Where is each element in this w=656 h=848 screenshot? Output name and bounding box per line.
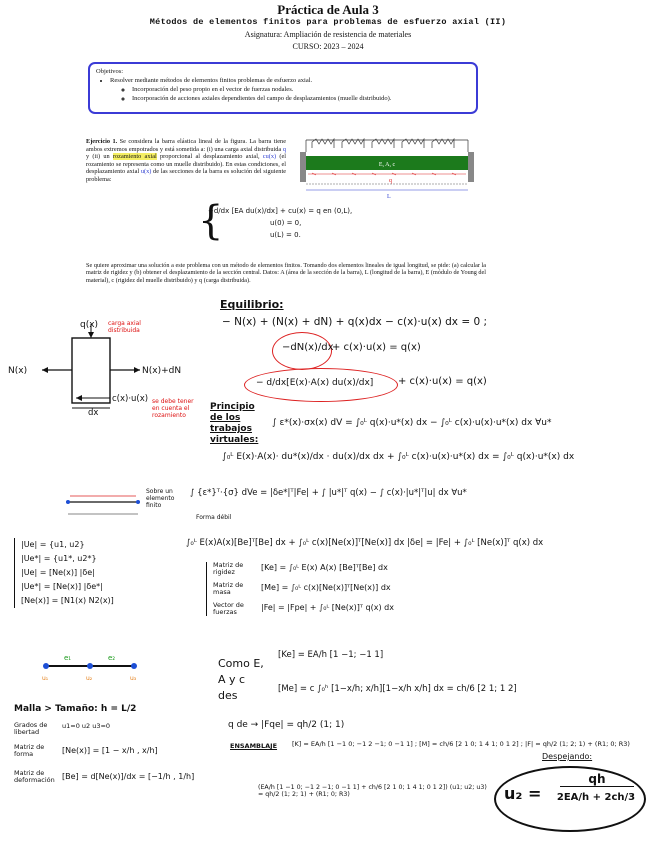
vector-definitions: |Ue| = {u1, u2} |Ue*| = {u1*, u2*} |Ue| = [Ne(x)] |δe| |Ue*| = [Ne(x)] |δe*| [Ne(x)] = [N1(x) N2(x)] <box>14 538 114 608</box>
eq2-rest: + c(x)·u(x) = q(x) <box>332 342 421 353</box>
cux-label: c(x)·u(x) <box>112 394 149 404</box>
subject-line: Asignatura: Ampliación de resistencia de materiales <box>244 30 412 39</box>
deformacion-matrix: [Be] = d[Ne(x)]/dx = [−1/h , 1/h] <box>62 772 195 781</box>
annotation-distributed-load: carga axial distribuida <box>108 320 141 334</box>
mesh-sketch <box>36 650 146 686</box>
length-label: L <box>387 194 391 200</box>
como-label: Como E, A y c des <box>218 657 264 702</box>
ptv-equation: ∫ ε*(x)·σx(x) dV = ∫₀ᴸ q(x)·u*(x) dx − ∫₀ᴸ c(x)·u(x)·u*(x) dx ∀u* <box>272 418 552 428</box>
n-right-label: N(x)+dN <box>142 366 182 376</box>
ensamblaje-matrices: [K] = EA/h [1 −1 0; −1 2 −1; 0 −1 1] ; [M] = ch/6 [2 1 0; 1 4 1; 0 1 2] ; |F| = qh/2 (1; 2; 1) + (R1; 0; R3) <box>292 740 630 748</box>
svg-text:u₁: u₁ <box>42 675 49 682</box>
element-sketch <box>60 488 150 522</box>
fqe-vector: q de → |Fqe| = qh/2 (1; 1) <box>228 720 345 730</box>
objective-sub-1: ◦ Incorporación del peso propio en el vector de fuerzas nodales. <box>132 85 470 94</box>
bar-label: E, A, c <box>378 162 396 168</box>
objectives-box <box>88 62 478 114</box>
ke-matrix: [Ke] = EA/h [1 −1; −1 1] <box>278 650 384 660</box>
dx-label: dx <box>88 408 99 418</box>
eq3-derivative: − d/dx[E(x)·A(x) du(x)/dx] <box>256 378 374 388</box>
annotation-friction: se debe tener en cuenta el rozamiento <box>152 398 194 419</box>
forma-matrix: [Ne(x)] = [1 − x/h , x/h] <box>62 746 158 755</box>
forma-debil-label: Forma débil <box>196 514 232 521</box>
despejando-label: Despejando: <box>542 752 593 761</box>
exercise-statement: Ejercicio 1. Se considera la barra elástica lineal de la figura. La barra tiene ambos extremos empotrados y está sometida a: (i) una carga axial distribuida q y (ii) un rozamiento axial proporcional al desplazamiento axial, cu(x) (el rozamiento se representa como un muelle distribuido). En estas condiciones, el desplazamiento axial u(x) de las secciones de la barra es solución del siguiente problema: <box>86 138 286 183</box>
result-denominator: 2EA/h + 2ch/3 <box>556 792 636 803</box>
ptv-heading: Principio de los trabajos virtuales: <box>210 402 259 445</box>
exercise-label: Ejercicio 1. <box>86 138 118 145</box>
equation-line-3: u(L) = 0. <box>270 231 301 239</box>
me-matrix: [Me] = c ∫₀ʰ [1−x/h; x/h][1−x/h x/h] dx = ch/6 [2 1; 1 2] <box>278 684 517 694</box>
svg-text:e₁: e₁ <box>64 654 72 662</box>
weak-form-equation: ∫₀ᴸ E(x)·A(x)· du*(x)/dx · du(x)/dx dx + ∫₀ᴸ c(x)·u(x)·u*(x) dx = ∫₀ᴸ q(x)·u*(x) dx <box>222 452 575 462</box>
n-left-label: N(x) <box>8 366 28 376</box>
page-title: Práctica de Aula 3 <box>277 2 379 17</box>
free-body-diagram <box>12 318 142 426</box>
objective-main: • Resolver mediante métodos de elementos finitos problemas de esfuerzo axial. ◦ Incorporación del peso propio en el vector de fuerzas nodales. ◦ Incorporación de acciones axiales dependientes del campo de desplazamientos (muelle distribuido). <box>110 76 470 103</box>
equation-line-1: −d/dx [EA du(x)/dx] + cu(x) = q en (0,L), <box>208 207 353 215</box>
page-subtitle: Métodos de elementos finitos para problemas de esfuerzo axial (II) <box>149 17 507 27</box>
final-system: (EA/h [1 −1 0; −1 2 −1; 0 −1 1] + ch/6 [2 1 0; 1 4 1; 0 1 2]) (u1; u2; u3) = qh/2 (1; 2; 1) + (R1; 0; R3) <box>258 784 487 798</box>
equilibrium-equation: − N(x) + (N(x) + dN) + q(x)dx − c(x)·u(x) dx = 0 ; <box>222 316 488 328</box>
eq2-dN: −dN(x)/dx <box>282 342 334 353</box>
svg-text:u₃: u₃ <box>130 675 137 682</box>
equilibrio-heading: Equilibrio: <box>220 298 284 311</box>
deformacion-label: Matriz de deformación <box>14 769 55 784</box>
eq3-rest: + c(x)·u(x) = q(x) <box>398 376 487 387</box>
matrix-definitions: Matriz de rigidez [Ke] = ∫₀ᴸ E(x) A(x) [Be]ᵀ[Be] dx Matriz de masa [Me] = ∫₀ᴸ c(x)[Ne(x)]ᵀ[Ne(x)] dx Vector de fuerzas |Fe| = |Fpe| + ∫₀ᴸ [Ne(x)]ᵀ q(x) dx <box>206 562 394 616</box>
objectives-heading: Objetivos: <box>96 68 124 75</box>
weak-form-element: ∫ {ε*}ᵀ·{σ} dVe = |δe*|ᵀ|Fe| + ∫ |u*|ᵀ q(x) − ∫ c(x)·|u*|ᵀ|u| dx ∀u* <box>190 488 467 498</box>
malla-line: Malla > Tamaño: h = L/2 <box>14 704 137 714</box>
sobre-elemento-label: Sobre un elemento finito <box>146 488 175 509</box>
bar-figure <box>292 138 492 213</box>
svg-text:u₂: u₂ <box>86 675 93 682</box>
result-numerator: qh <box>560 772 634 787</box>
problem-statement: Se quiere aproximar una solución a este problema con un método de elementos finitos. Tomando dos elementos lineales de igual longitud, se pide: (a) calcular la matriz de rigidez y (b) obtener el desplazamiento de la sección central. Datos: A (área de la sección de la barra), L (longitud de la barra), E (módulo de Young del material), c (rigidez del muelle distribuido) y q (carga distribuida). <box>86 262 486 284</box>
course-line: CURSO: 2023 – 2024 <box>292 42 364 51</box>
governing-equations: { −d/dx [EA du(x)/dx] + cu(x) = q en (0,L), u(0) = 0, u(L) = 0. <box>198 198 353 244</box>
grados-label: Grados de libertad <box>14 721 48 736</box>
svg-text:e₂: e₂ <box>108 654 116 662</box>
fem-equation: ∫₀ᴸ E(x)A(x)[Be]ᵀ[Be] dx + ∫₀ᴸ c(x)[Ne(x)]ᵀ[Ne(x)] dx |δe| = |Fe| + ∫₀ᴸ [Ne(x)]ᵀ q(x) dx <box>186 538 544 548</box>
highlighted-text: rozamiento axial <box>112 153 157 161</box>
grados-values: u1=0 u2 u3=0 <box>62 722 111 730</box>
equation-line-2: u(0) = 0, <box>270 219 302 227</box>
qx-label: q(x) <box>80 320 99 330</box>
forma-label: Matriz de forma <box>14 743 45 758</box>
objective-sub-2: ◦ Incorporación de acciones axiales dependientes del campo de desplazamientos (muelle distribuido). <box>132 94 470 103</box>
q-label: q <box>389 178 392 184</box>
result-lhs: u₂ = <box>504 784 542 803</box>
ensamblaje-label: ENSAMBLAJE <box>230 742 278 750</box>
